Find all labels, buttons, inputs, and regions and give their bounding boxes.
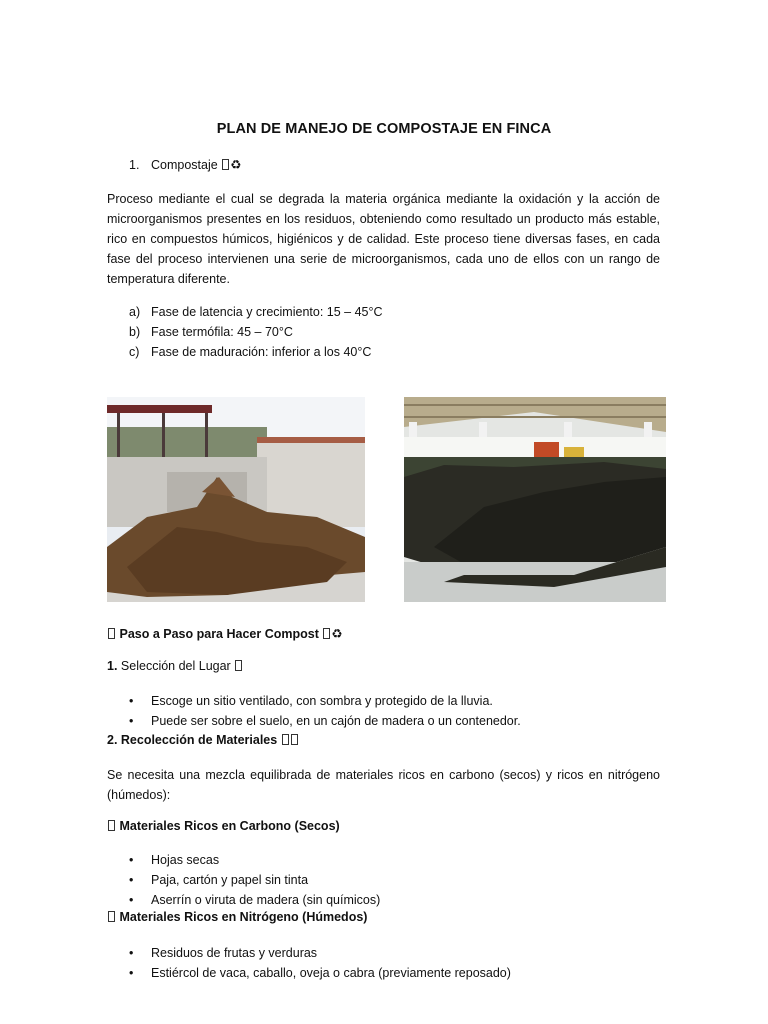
list-item: c) Fase de maduración: inferior a los 40°C xyxy=(129,345,372,359)
list-item: • Paja, cartón y papel sin tinta xyxy=(129,873,309,887)
missing-glyph-icon xyxy=(282,734,289,745)
carbon-heading: Materiales Ricos en Carbono (Secos) xyxy=(107,819,340,833)
missing-glyph-icon xyxy=(108,628,115,639)
recycle-icon: ♻ xyxy=(331,627,343,641)
step-1-heading: 1. Selección del Lugar xyxy=(107,659,243,673)
missing-glyph-icon xyxy=(222,159,229,170)
nitrogen-heading: Materiales Ricos en Nitrógeno (Húmedos) xyxy=(107,910,367,924)
compost-pile-photo-1 xyxy=(107,397,365,602)
phases-list xyxy=(129,302,383,362)
page-title: PLAN DE MANEJO DE COMPOSTAJE EN FINCA xyxy=(216,121,552,137)
compost-pile-photo-2 xyxy=(404,397,666,602)
steps-heading: Paso a Paso para Hacer Compost ♻ xyxy=(107,626,343,641)
nitrogen-list xyxy=(129,943,511,983)
list-item: • Aserrín o viruta de madera (sin químicos) xyxy=(129,893,381,907)
list-item: a) Fase de latencia y crecimiento: 15 – 45°C xyxy=(129,305,383,319)
list-item: • Residuos de frutas y verduras xyxy=(129,946,318,960)
list-item: • Puede ser sobre el suelo, en un cajón de madera o un contenedor. xyxy=(129,714,521,728)
step-2-paragraph: Se necesita una mezcla equilibrada de materiales ricos en carbono (secos) y ricos en nitrógeno (húmedos): xyxy=(107,768,660,802)
list-item: • Escoge un sitio ventilado, con sombra y protegido de la lluvia. xyxy=(129,694,493,708)
missing-glyph-icon xyxy=(235,660,242,671)
missing-glyph-icon xyxy=(108,820,115,831)
recycle-icon: ♻ xyxy=(230,158,242,172)
intro-paragraph: Proceso mediante el cual se degrada la materia orgánica mediante la oxidación y la acción de microorganismos presentes en los residuos, obteniendo como resultado un producto más estable, rico en compuestos húmicos, higiénicos y de calidad. Este proceso tiene diversas fases, en cada fase del proceso intervienen una serie de microorganismos, cada uno de ellos con un rango de temperatura diferente. xyxy=(107,192,660,286)
list-item: b) Fase termófila: 45 – 70°C xyxy=(129,325,293,339)
step-2-heading: 2. Recolección de Materiales xyxy=(107,733,299,747)
missing-glyph-icon xyxy=(291,734,298,745)
section-label: Compostaje xyxy=(151,158,218,172)
carbon-list xyxy=(129,850,380,910)
missing-glyph-icon xyxy=(108,911,115,922)
list-item: • Estiércol de vaca, caballo, oveja o cabra (previamente reposado) xyxy=(129,966,511,980)
missing-glyph-icon xyxy=(323,628,330,639)
section-number: 1. xyxy=(129,158,140,172)
list-item: • Hojas secas xyxy=(129,853,220,867)
section-1-heading xyxy=(129,157,241,172)
step-1-list xyxy=(129,691,521,731)
